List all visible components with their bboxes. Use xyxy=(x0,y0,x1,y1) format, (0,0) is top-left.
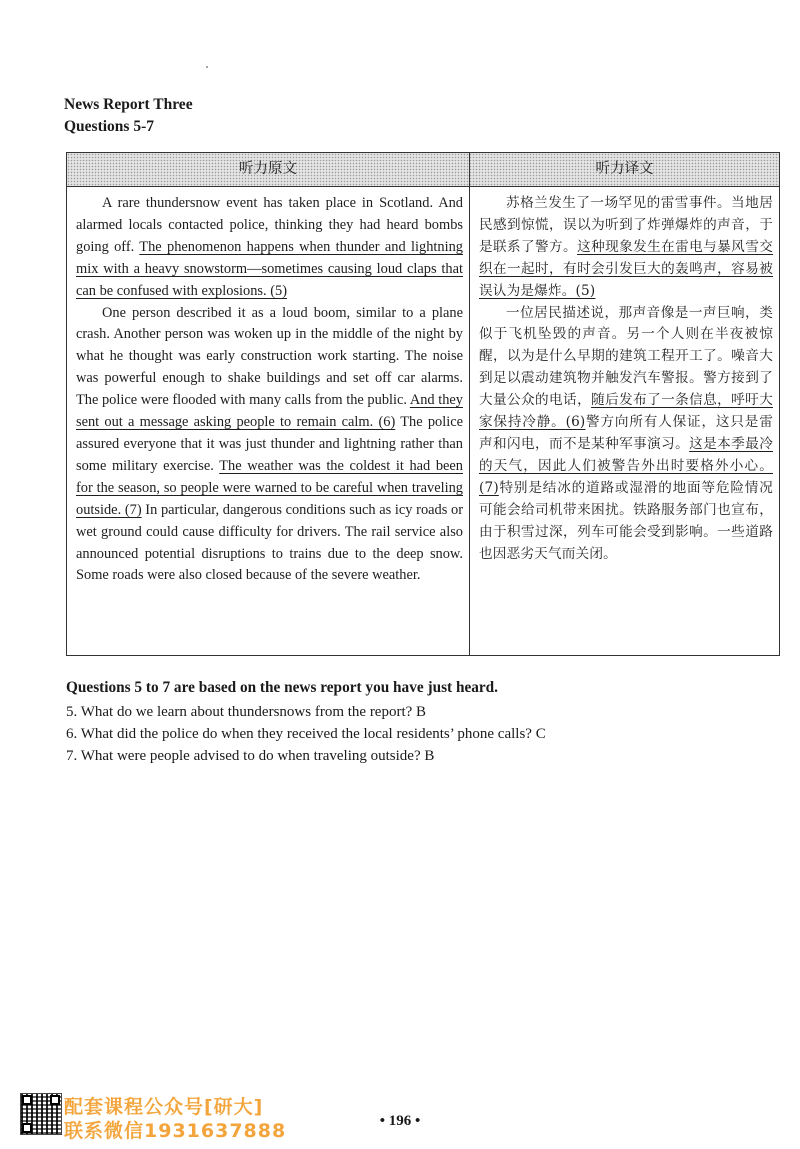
questions-intro: Questions 5 to 7 are based on the news report you have just heard. xyxy=(66,679,499,696)
chinese-key-sentence-5: 这种现象发生在雷电与暴风雪交织在一起时，有时会引发巨大的轰鸣声，容易被误认为是爆炸。(5) xyxy=(479,238,773,299)
qr-code-icon xyxy=(20,1093,62,1135)
chinese-text: 一位居民描述说，那声音像是一声巨响，类似于飞机坠毁的声音。另一个人则在半夜被惊醒，以为是什么早期的建筑工程开工了。噪音大到足以震动建筑物并触发汽车警报。警方接到了大量公众的电话， xyxy=(479,304,773,409)
english-transcript xyxy=(76,193,463,587)
chinese-key-sentence-7: 这是本季最冷的天气，因此人们被警告外出时要格外小心。(7) xyxy=(479,435,774,496)
question-list xyxy=(66,701,546,767)
header-original-text: 听力原文 xyxy=(239,161,297,177)
chinese-paragraph-1 xyxy=(479,193,773,303)
chinese-paragraph-2 xyxy=(479,303,773,566)
header-translation: 听力译文 xyxy=(595,161,654,177)
watermark-line-1: 配套课程公众号[研大] xyxy=(64,1096,264,1118)
question-5: 5. What do we learn about thundersnows from the report? B xyxy=(66,704,427,720)
chinese-text: 警方向所有人保证，这只是雷声和闪电，而不是某种军事演习。 xyxy=(479,414,773,452)
table-header-row xyxy=(67,153,779,187)
english-paragraph-2 xyxy=(76,303,463,588)
english-key-sentence-5: The phenomenon happens when thunder and lightning mix with a heavy snowstorm—sometimes causing loud claps that can be confused with explosions. (5) xyxy=(76,238,463,299)
chinese-key-sentence-6: 随后发布了一条信息，呼吁大家保持冷静。(6) xyxy=(479,392,773,431)
english-paragraph-1 xyxy=(76,193,463,303)
question-6: 6. What did the police do when they received the local residents’ phone calls? C xyxy=(66,726,546,742)
english-text: One person described it as a loud boom, similar to a plane crash. Another person was woken up in the middle of the night by what he thought was early construction work starting. The noise was powerful enough to shake buildings and set off car alarms. The police were flooded with many calls from the public. xyxy=(76,304,463,409)
questions-range-heading: Questions 5-7 xyxy=(64,118,154,135)
page-number: • 196 • xyxy=(379,1113,421,1129)
english-key-sentence-6: And they sent out a message asking people to remain calm. (6) xyxy=(76,392,463,431)
chinese-text: 特别是结冰的道路或湿滑的地面等危险情况可能会给司机带来困扰。铁路服务部门也宣布，由于积雪过深，列车可能会受到影响。一些道路也因恶劣天气而关闭。 xyxy=(479,479,773,562)
column-divider xyxy=(469,153,470,655)
stray-dot xyxy=(206,66,208,68)
watermark-line-2: 联系微信1931637888 xyxy=(64,1120,287,1142)
transcript-table xyxy=(66,152,780,656)
chinese-text: 苏格兰发生了一场罕见的雷雪事件。当地居民感到惊慌，误以为听到了炸弹爆炸的声音，于是联系了警方。 xyxy=(479,195,773,255)
question-7: 7. What were people advised to do when traveling outside? B xyxy=(66,748,435,764)
english-key-sentence-7: The weather was the coldest it had been for the season, so people were warned to be careful when traveling outside. (7) xyxy=(76,457,463,518)
english-text: A rare thundersnow event has taken place in Scotland. And alarmed locals contacted police, thinking they had heard bombs going off. xyxy=(76,195,463,255)
chinese-translation xyxy=(479,193,773,565)
report-heading: News Report Three xyxy=(64,96,193,113)
english-text: The police assured everyone that it was just thunder and lightning rather than some military exercise. xyxy=(76,414,463,474)
english-text: In particular, dangerous conditions such as icy roads or wet ground could cause difficulty for drivers. The rail service also announced potential disruptions to trains due to the deep snow. Some roads were also closed because of the severe weather. xyxy=(76,501,463,584)
